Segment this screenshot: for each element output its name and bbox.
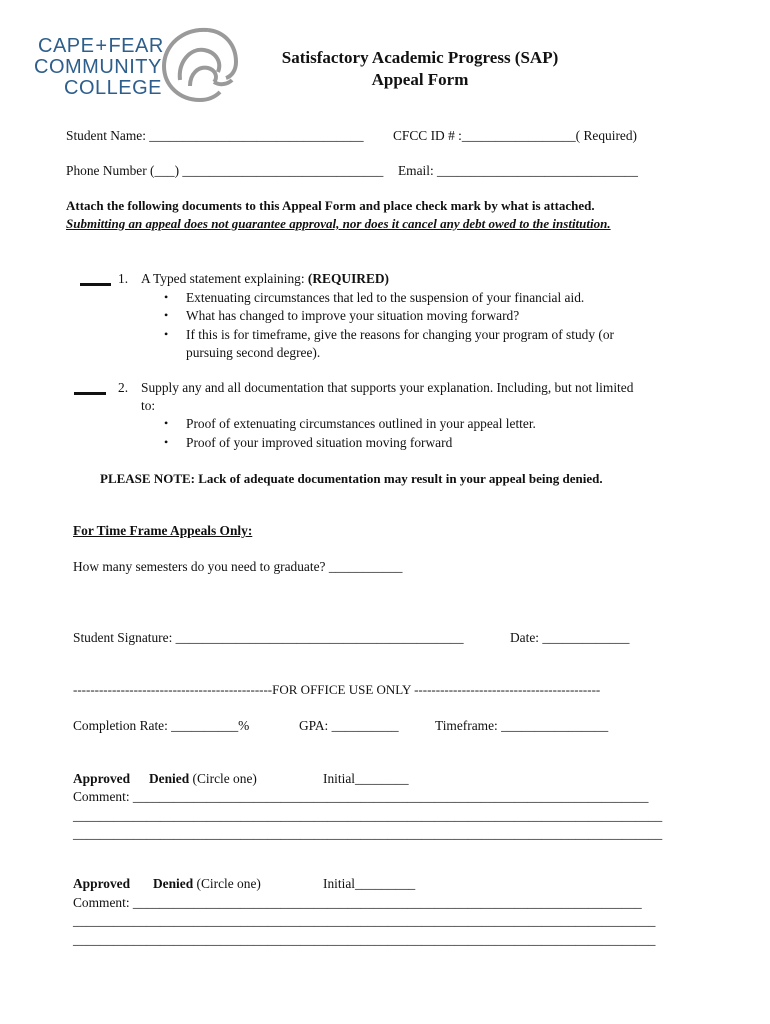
initial-field[interactable]: Initial_________ (323, 876, 416, 891)
phone-number-field[interactable]: Phone Number (___) ______________________________ (66, 163, 384, 178)
completion-rate-field[interactable]: Completion Rate: __________% (73, 718, 250, 733)
denied-option[interactable]: Denied (153, 876, 194, 891)
denied-option-group: Denied (Circle one) (153, 876, 261, 891)
comment-line[interactable]: ________________________________________________________________________________________ (73, 808, 663, 823)
date-field[interactable]: Date: _____________ (510, 630, 630, 645)
approved-option[interactable]: Approved (73, 876, 131, 891)
item-2-text: Supply any and all documentation that supports your explanation. Including, but not limited (141, 380, 634, 395)
required-label: (REQUIRED) (307, 271, 390, 286)
item-2-checkbox-line[interactable] (74, 392, 106, 395)
item-1-bullet: • Extenuating circumstances that led to the suspension of your financial aid. (186, 290, 584, 306)
logo-plus-glyph: + (95, 35, 108, 57)
logo-line-3: COLLEGE (64, 77, 162, 99)
documentation-note: PLEASE NOTE: Lack of adequate documentation may result in your appeal being denied. (100, 471, 603, 486)
disclaimer-text: Submitting an appeal does not guarantee approval, nor does it cancel any debt owed to the institution. (66, 216, 611, 231)
item-1-number: 1. (118, 271, 129, 286)
item-1-bullet-continued: pursuing second degree). (186, 345, 321, 360)
item-2-bullet: • Proof of extenuating circumstances outlined in your appeal letter. (186, 416, 536, 432)
comment-line[interactable]: ________________________________________________________________________________________ (73, 826, 663, 841)
denied-option[interactable]: Denied (149, 771, 190, 786)
approved-option[interactable]: Approved (73, 771, 131, 786)
logo-line-2: COMMUNITY (34, 56, 162, 78)
item-1-bullet: • What has changed to improve your situation moving forward? (186, 308, 519, 324)
email-field[interactable]: Email: ______________________________ (398, 163, 638, 178)
item-1-bullet: • If this is for timeframe, give the reasons for changing your program of study (or (186, 327, 614, 343)
item-1-statement: A Typed statement explaining: (REQUIRED) (141, 271, 390, 286)
comment-line[interactable]: _______________________________________________________________________________________ (73, 913, 656, 928)
college-logo-text (34, 35, 164, 99)
college-logo-emblem (160, 26, 240, 104)
comment-field[interactable]: Comment: _____________________________________________________________________________ (73, 789, 649, 804)
gpa-field[interactable]: GPA: __________ (299, 718, 399, 733)
title-line-2: Appeal Form (371, 70, 469, 89)
initial-field[interactable]: Initial________ (323, 771, 409, 786)
comment-line[interactable]: _______________________________________________________________________________________ (73, 932, 656, 947)
cfcc-id-field[interactable]: CFCC ID # :_________________( Required) (393, 128, 637, 143)
timeframe-heading: For Time Frame Appeals Only: (73, 523, 253, 538)
student-name-field[interactable]: Student Name: ________________________________ (66, 128, 364, 143)
timeframe-field[interactable]: Timeframe: ________________ (435, 718, 609, 733)
logo-line-1: CAPE+FEAR (38, 35, 164, 57)
item-2-number: 2. (118, 380, 129, 395)
semesters-field[interactable]: How many semesters do you need to graduate? ___________ (73, 559, 403, 574)
attach-instructions: Attach the following documents to this Appeal Form and place check mark by what is attached. (66, 198, 595, 213)
title-line-1: Satisfactory Academic Progress (SAP) (281, 48, 559, 67)
comment-field[interactable]: Comment: ____________________________________________________________________________ (73, 895, 642, 910)
office-use-header: ----------------------------------------------FOR OFFICE USE ONLY ------------------------------------------- (73, 682, 601, 697)
item-1-checkbox-line[interactable] (80, 283, 111, 286)
item-2-bullet: • Proof of your improved situation moving forward (186, 435, 452, 451)
denied-option-group: Denied (Circle one) (149, 771, 257, 786)
form-title (230, 47, 610, 91)
student-signature-field[interactable]: Student Signature: ___________________________________________ (73, 630, 464, 645)
item-2-text-continued: to: (141, 398, 156, 413)
